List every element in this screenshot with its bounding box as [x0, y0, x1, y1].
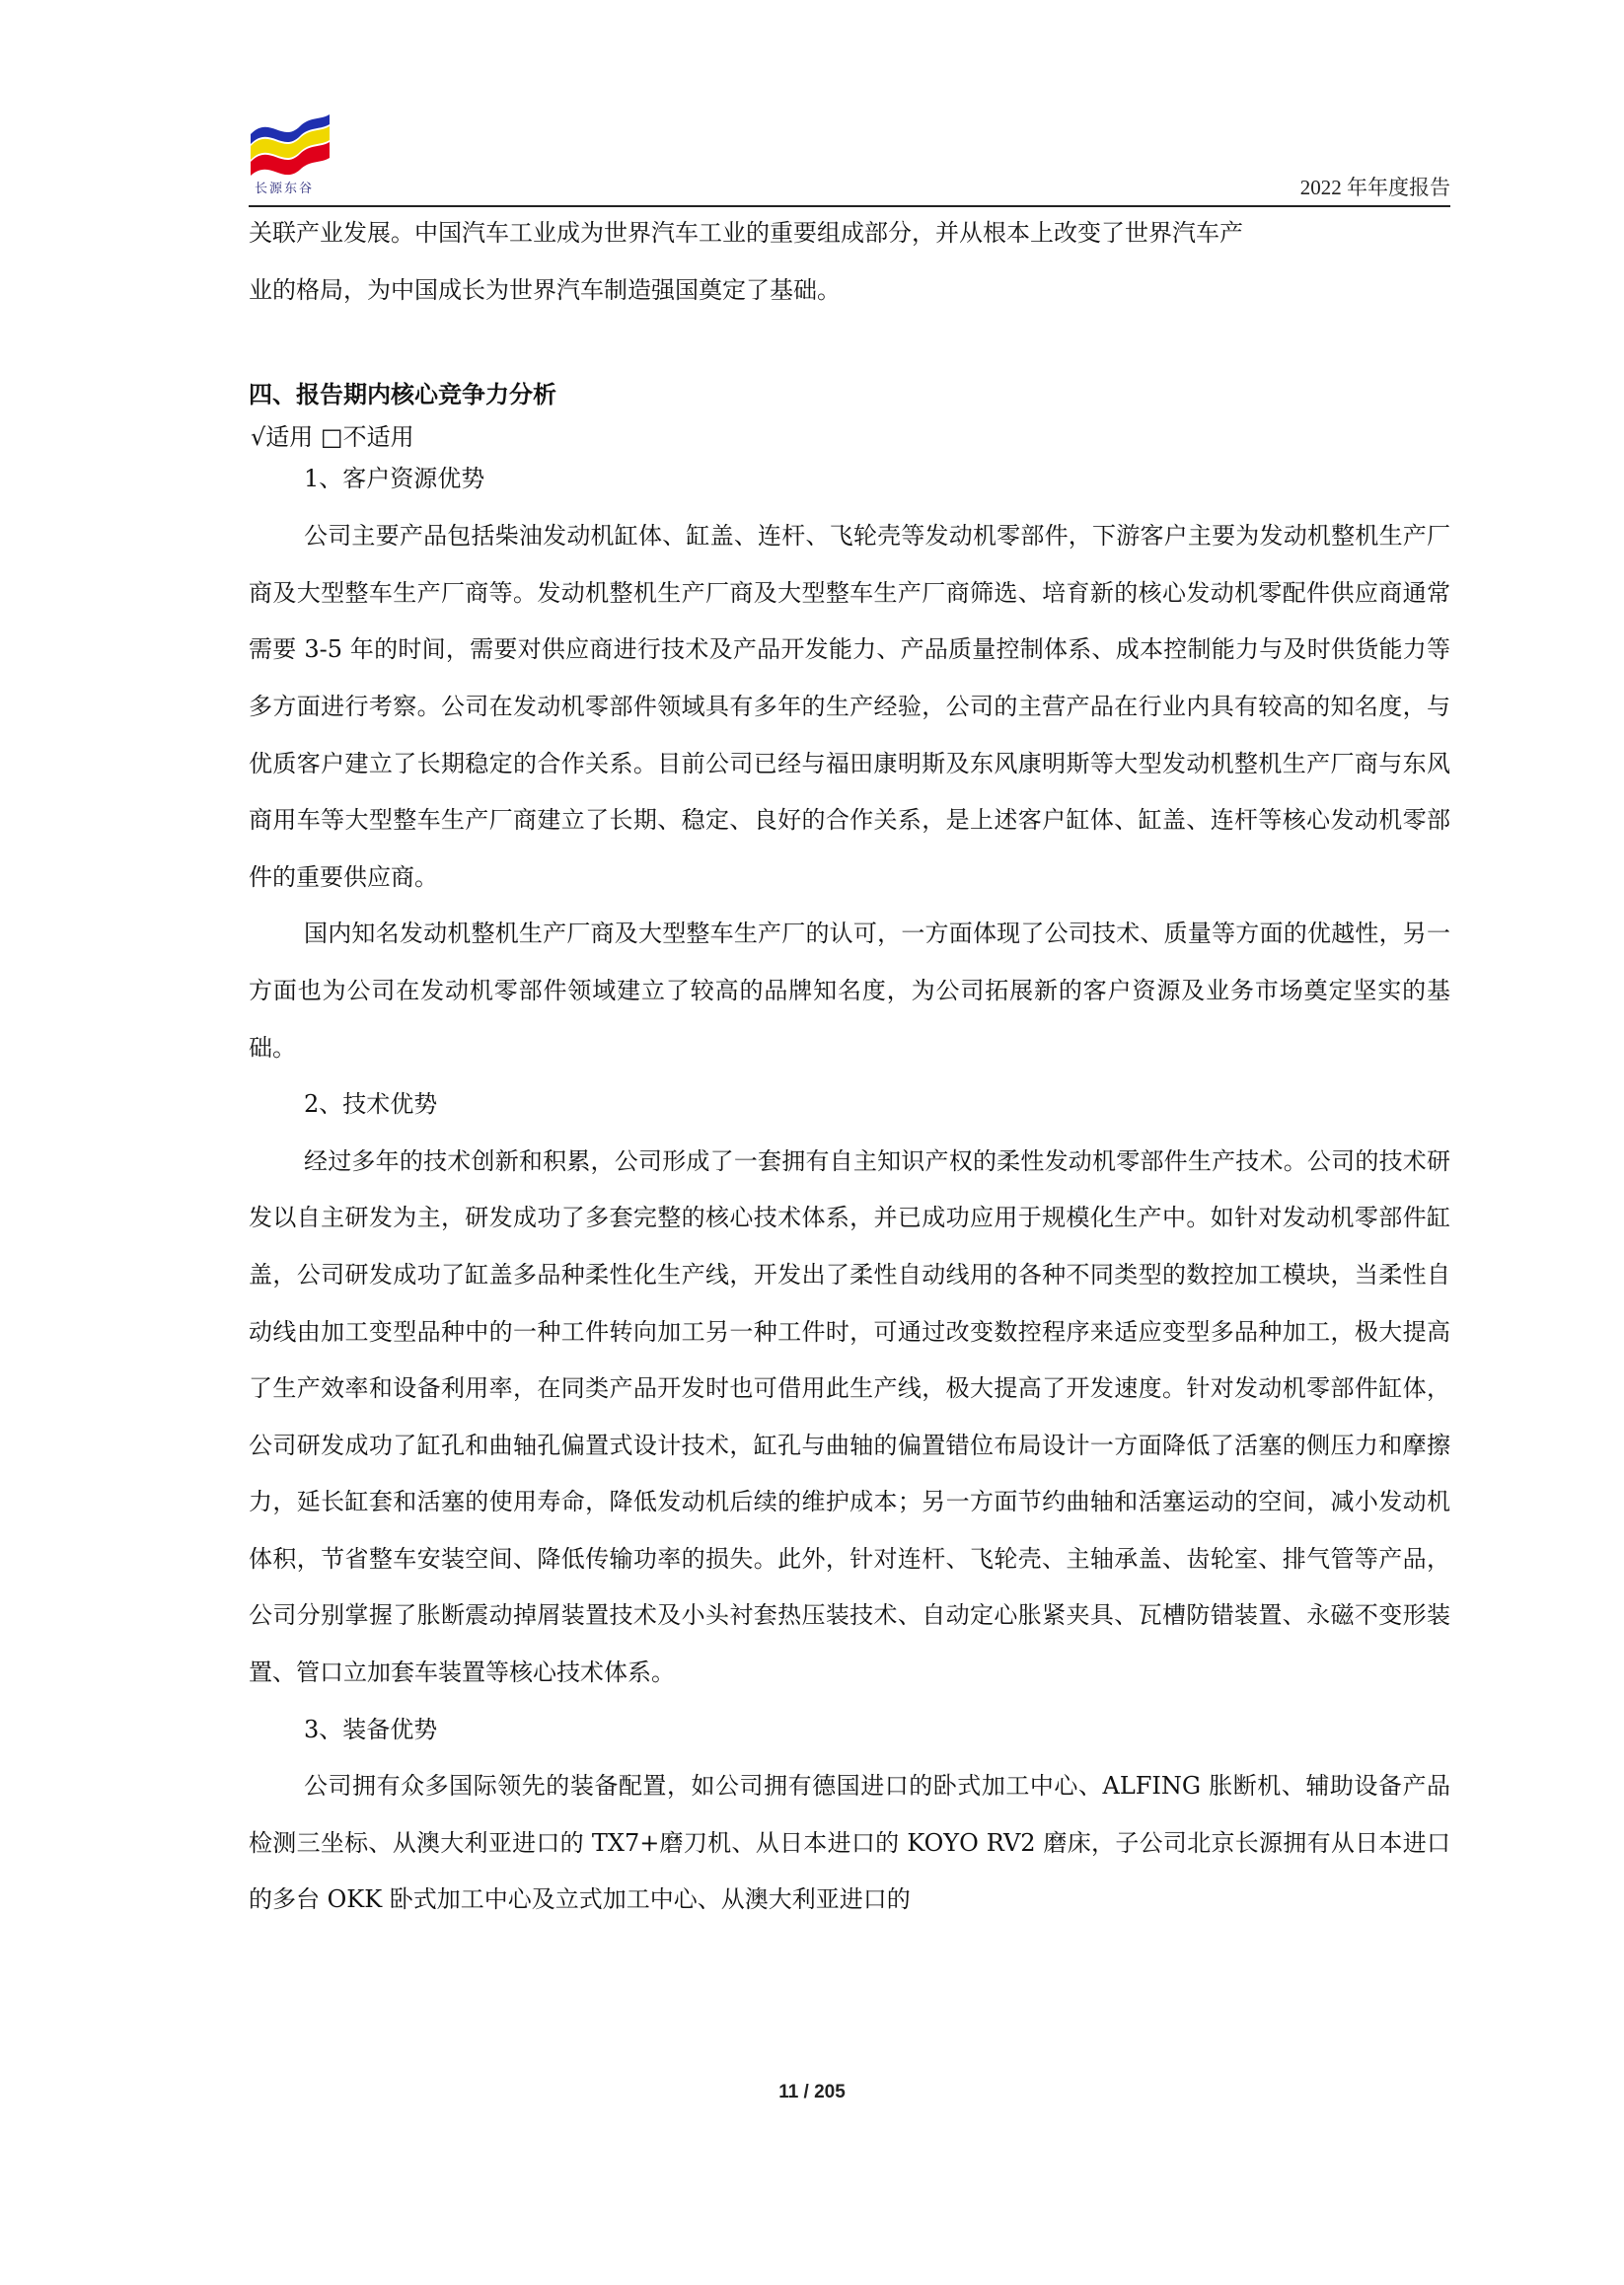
subsection-title-equipment: 3、装备优势: [304, 1715, 438, 1743]
applicable-checkbox-line: √适用 □不适用: [251, 423, 414, 452]
page-number: 11 / 205: [778, 2082, 846, 2102]
intro-line-1: 关联产业发展。中国汽车工业成为世界汽车工业的重要组成部分，并从根本上改变了世界汽车产: [249, 219, 1243, 247]
document-body: [249, 205, 1450, 1929]
paragraph-customer-2: 国内知名发动机整机生产厂商及大型整车生产厂的认可，一方面体现了公司技术、质量等方面的优越性，另一方面也为公司在发动机零部件领域建立了较高的品牌知名度，为公司拓展新的客户资源及业务市场奠定坚实的基础。: [249, 920, 1450, 1062]
page-header: [249, 111, 1450, 207]
report-title: 2022 年年度报告: [1299, 176, 1450, 199]
subsection-title-technology: 2、技术优势: [304, 1090, 438, 1119]
logo-text: 长源东谷: [255, 182, 315, 196]
intro-line-2: 业的格局，为中国成长为世界汽车制造强国奠定了基础。: [249, 275, 841, 304]
subsection-title-customer: 1、客户资源优势: [304, 465, 485, 493]
section-heading: 四、报告期内核心竞争力分析: [249, 381, 556, 409]
paragraph-equipment: 公司拥有众多国际领先的装备配置，如公司拥有德国进口的卧式加工中心、ALFING 胀断机、辅助设备产品检测三坐标、从澳大利亚进口的 TX7+磨刀机、从日本进口的 KOYO RV2 磨床，子公司北京长源拥有从日本进口的多台 OKK 卧式加工中心及立式加工中心、从澳大利亚进口的: [249, 1772, 1450, 1914]
paragraph-technology: 经过多年的技术创新和积累，公司形成了一套拥有自主知识产权的柔性发动机零部件生产技术。公司的技术研发以自主研发为主，研发成功了多套完整的核心技术体系，并已成功应用于规模化生产中。如针对发动机零部件缸盖，公司研发成功了缸盖多品种柔性化生产线，开发出了柔性自动线用的各种不同类型的数控加工模块，当柔性自动线由加工变型品种中的一种工件转向加工另一种工件时，可通过改变数控程序来适应变型多品种加工，极大提高了生产效率和设备利用率，在同类产品开发时也可借用此生产线，极大提高了开发速度。针对发动机零部件缸体，公司研发成功了缸孔和曲轴孔偏置式设计技术，缸孔与曲轴的偏置错位布局设计一方面降低了活塞的侧压力和摩擦力，延长缸套和活塞的使用寿命，降低发动机后续的维护成本；另一方面节约曲轴和活塞运动的空间，减小发动机体积，节省整车安装空间、降低传输功率的损失。此外，针对连杆、飞轮壳、主轴承盖、齿轮室、排气管等产品，公司分别掌握了胀断震动掉屑装置技术及小头衬套热压装技术、自动定心胀紧夹具、瓦槽防错装置、永磁不变形装置、管口立加套车装置等核心技术体系。: [249, 1146, 1450, 1687]
paragraph-customer-1: 公司主要产品包括柴油发动机缸体、缸盖、连杆、飞轮壳等发动机零部件，下游客户主要为发动机整机生产厂商及大型整车生产厂商等。发动机整机生产厂商及大型整车生产厂商筛选、培育新的核心发动机零配件供应商通常需要 3-5 年的时间，需要对供应商进行技术及产品开发能力、产品质量控制体系、成本控制能力与及时供货能力等多方面进行考察。公司在发动机零部件领域具有多年的生产经验，公司的主营产品在行业内具有较高的知名度，与优质客户建立了长期稳定的合作关系。目前公司已经与福田康明斯及东风康明斯等大型发动机整机生产厂商与东风商用车等大型整车生产厂商建立了长期、稳定、良好的合作关系，是上述客户缸体、缸盖、连杆等核心发动机零部件的重要供应商。: [249, 522, 1450, 891]
